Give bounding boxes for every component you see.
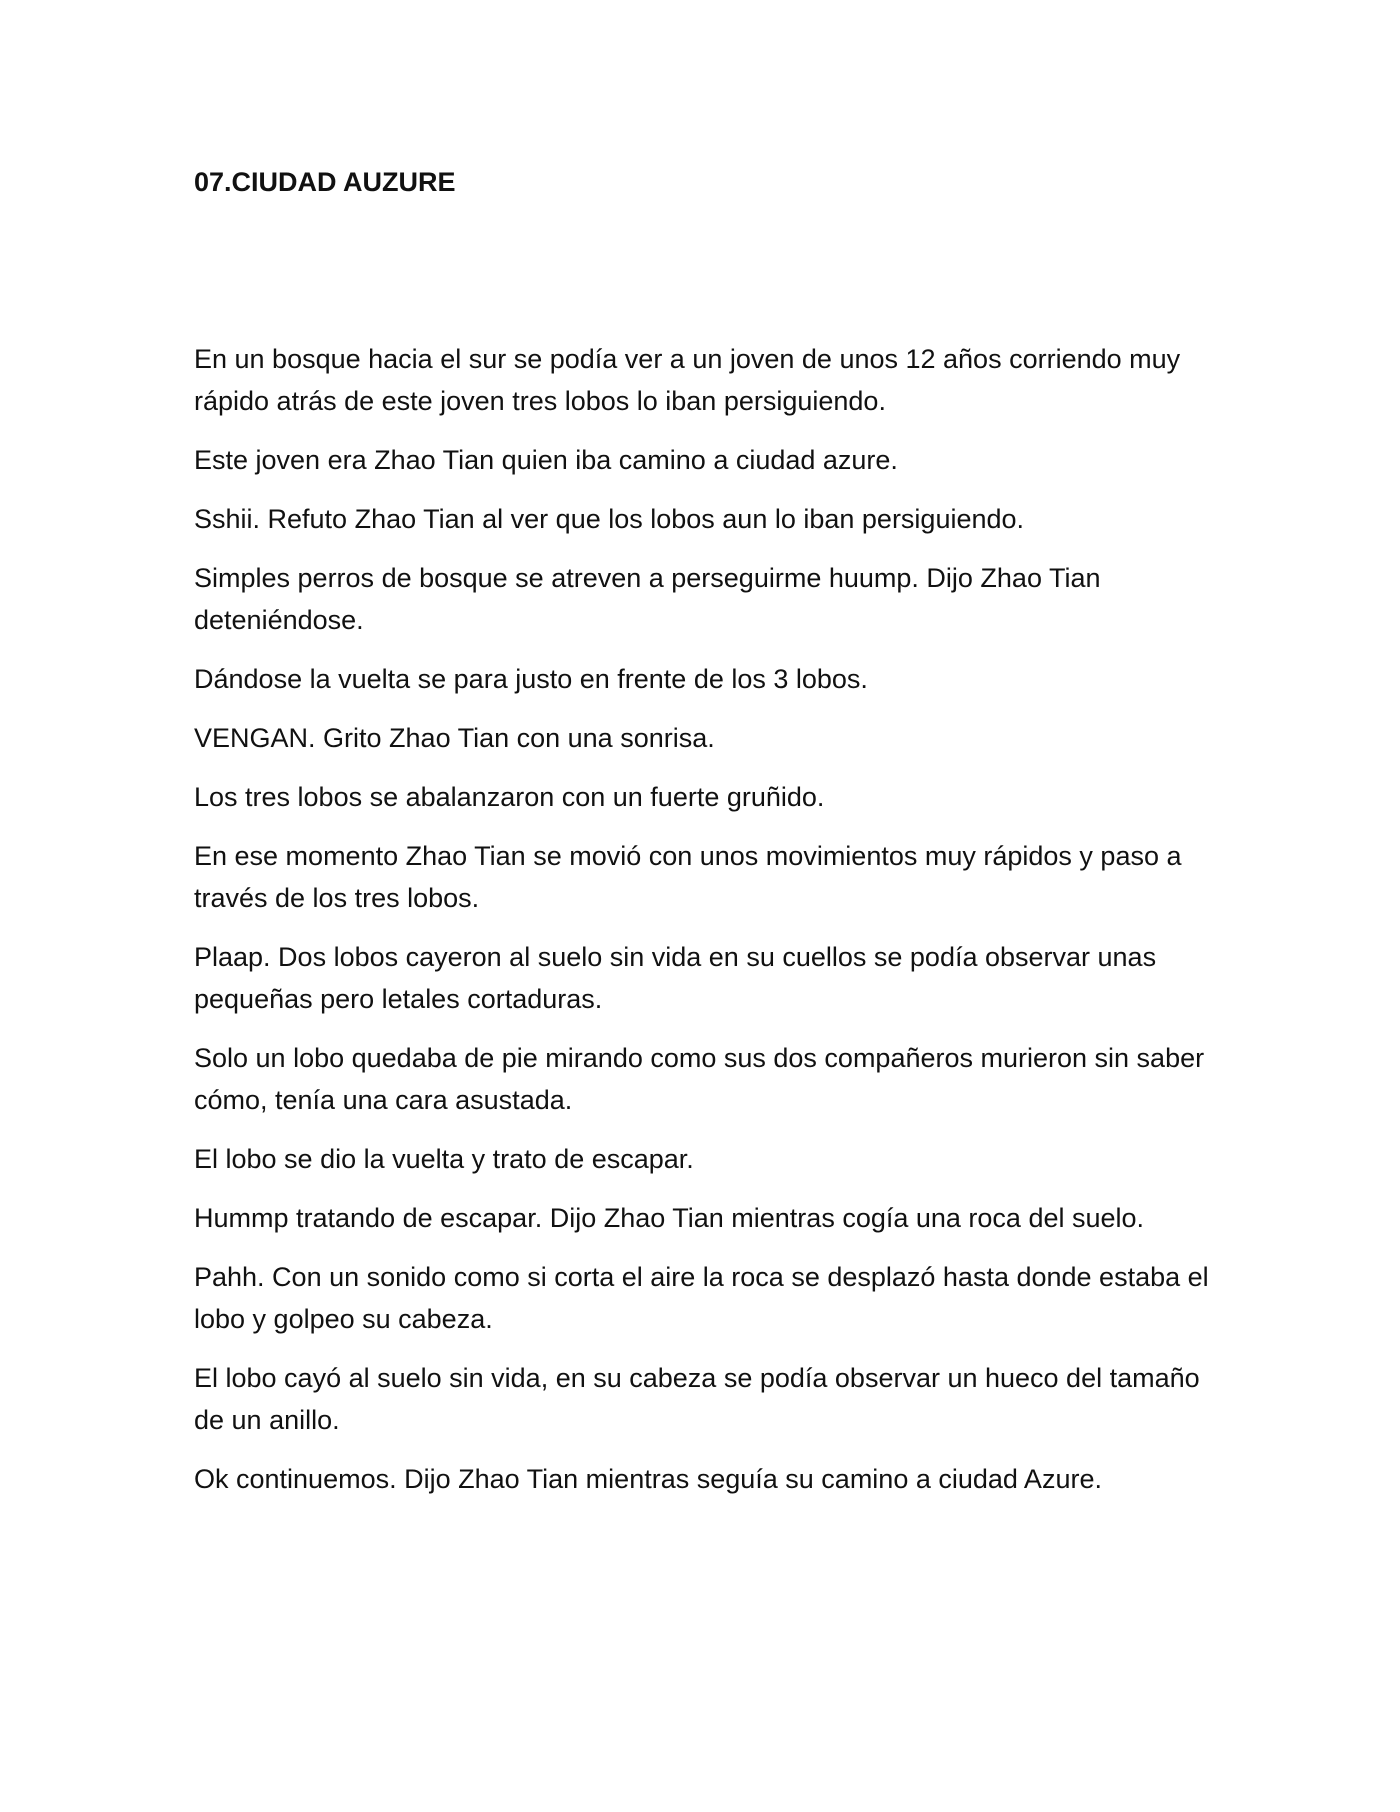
paragraph: El lobo se dio la vuelta y trato de escapar. — [194, 1144, 694, 1174]
paragraph: Plaap. Dos lobos cayeron al suelo sin vida en su cuellos se podía observar unas pequeñas pero letales cortaduras. — [194, 942, 1157, 1014]
paragraph: VENGAN. Grito Zhao Tian con una sonrisa. — [194, 723, 715, 753]
paragraph: Los tres lobos se abalanzaron con un fuerte gruñido. — [194, 782, 825, 812]
paragraph: Simples perros de bosque se atreven a perseguirme huump. Dijo Zhao Tian deteniéndose. — [194, 563, 1101, 635]
paragraph: Ok continuemos. Dijo Zhao Tian mientras seguía su camino a ciudad Azure. — [194, 1464, 1102, 1494]
paragraph: El lobo cayó al suelo sin vida, en su cabeza se podía observar un hueco del tamaño de un anillo. — [194, 1363, 1200, 1435]
paragraph: Dándose la vuelta se para justo en frente de los 3 lobos. — [194, 664, 868, 694]
paragraph: Hummp tratando de escapar. Dijo Zhao Tian mientras cogía una roca del suelo. — [194, 1203, 1145, 1233]
paragraph: Este joven era Zhao Tian quien iba camino a ciudad azure. — [194, 445, 898, 475]
document-body — [194, 338, 1214, 1517]
paragraph: Sshii. Refuto Zhao Tian al ver que los lobos aun lo iban persiguiendo. — [194, 504, 1025, 534]
paragraph: Solo un lobo quedaba de pie mirando como sus dos compañeros murieron sin saber cómo, tenía una cara asustada. — [194, 1043, 1205, 1115]
paragraph: En un bosque hacia el sur se podía ver a un joven de unos 12 años corriendo muy rápido atrás de este joven tres lobos lo iban persiguiendo. — [194, 344, 1181, 416]
paragraph: En ese momento Zhao Tian se movió con unos movimientos muy rápidos y paso a través de los tres lobos. — [194, 841, 1182, 913]
chapter-title: 07.CIUDAD AUZURE — [194, 167, 456, 197]
paragraph: Pahh. Con un sonido como si corta el aire la roca se desplazó hasta donde estaba el lobo y golpeo su cabeza. — [194, 1262, 1209, 1334]
